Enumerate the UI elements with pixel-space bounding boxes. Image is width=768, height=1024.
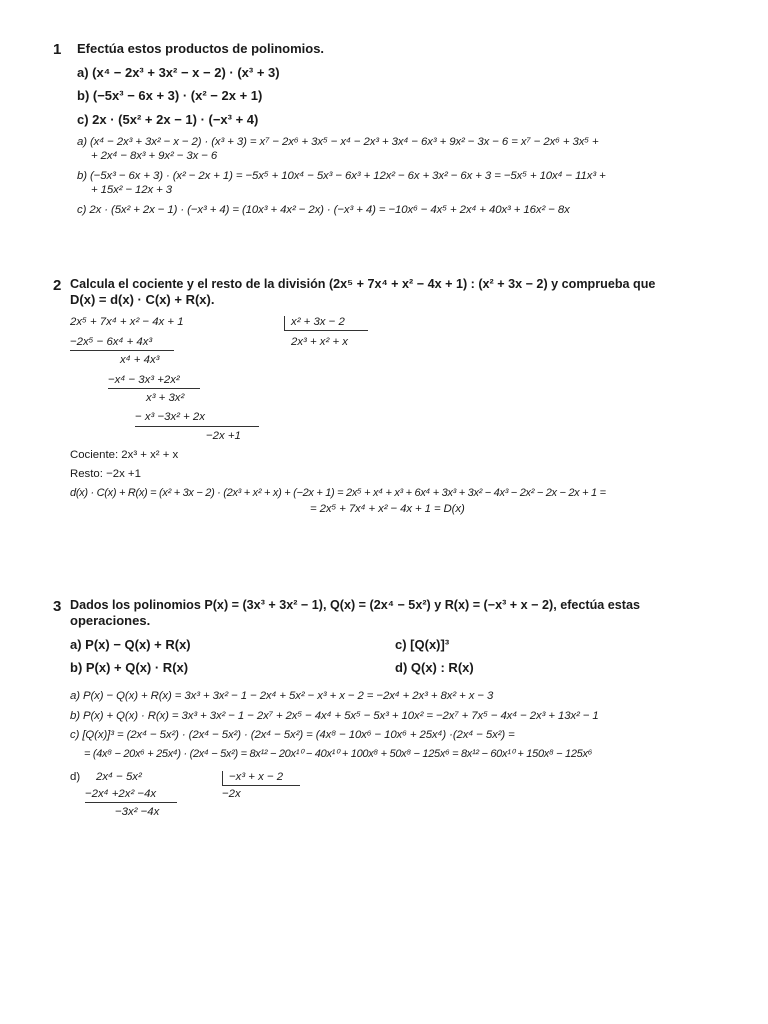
division-step: x⁴ + 4x³ xyxy=(120,354,160,366)
answer-a: a) P(x) − Q(x) + R(x) = 3x³ + 3x² − 1 − 2x⁴ + 5x² − x³ + x − 2 = −2x⁴ + 2x³ + 8x² + x − 3 xyxy=(70,690,494,702)
dividend: 2x⁵ + 7x⁴ + x² − 4x + 1 xyxy=(70,316,184,328)
division-bracket-underline xyxy=(284,330,368,331)
division-bracket xyxy=(284,316,285,330)
problem-statement: Efectúa estos productos de polinomios. xyxy=(77,41,325,56)
exercise-item-a: a) P(x) − Q(x) + R(x) xyxy=(70,637,191,652)
cociente-result: Cociente: 2x³ + x² + x xyxy=(70,449,179,461)
division-rule xyxy=(135,426,259,427)
problem-statement-line-1: Dados los polinomios P(x) = (3x³ + 3x² − 1), Q(x) = (2x⁴ − 5x²) y R(x) = (−x³ + x − 2), efectúa estas xyxy=(70,598,641,612)
answer-c: c) 2x · (5x² + 2x − 1) · (−x³ + 4) = (10x³ + 4x² − 2x) · (−x³ + 4) = −10x⁶ − 4x⁵ + 2x⁴ + 40x³ + 16x² − 8x xyxy=(77,204,570,216)
answer-b-line-1: b) (−5x³ − 6x + 3) · (x² − 2x + 1) = −5x⁵ + 10x⁴ − 5x³ − 6x³ + 12x² − 6x + 3x² − 6x + 3 = −5x⁵ + 10x⁴ − 11x³ + xyxy=(77,170,606,182)
division-bracket xyxy=(222,771,223,785)
answer-c-line-1: c) [Q(x)]³ = (2x⁴ − 5x²) · (2x⁴ − 5x²) · (2x⁴ − 5x²) = (4x⁸ − 10x⁶ − 10x⁶ + 25x⁴) ·(2x⁴ − 5x²) = xyxy=(70,729,515,741)
division-bracket-underline xyxy=(222,785,300,786)
division-step: −2x⁴ +2x² −4x xyxy=(85,788,157,800)
check-line-1: d(x) · C(x) + R(x) = (x² + 3x − 2) · (2x³ + x² + x) + (−2x + 1) = 2x⁵ + x⁴ + x³ + 6x⁴ + 3x³ + 3x² − 4x³ − 2x² − 2x − 2x + 1 = xyxy=(70,487,606,499)
answer-b-line-2: + 15x² − 12x + 3 xyxy=(91,184,173,196)
division-step: −x⁴ − 3x³ +2x² xyxy=(108,374,180,386)
problem-number: 2 xyxy=(53,277,62,294)
quotient: −2x xyxy=(222,788,241,800)
division-rule xyxy=(85,802,177,803)
division-remainder: −3x² −4x xyxy=(115,806,160,818)
dividend: 2x⁴ − 5x² xyxy=(96,771,142,783)
division-rule xyxy=(108,388,200,389)
division-rule xyxy=(70,350,174,351)
division-remainder: −2x +1 xyxy=(206,430,241,442)
division-step: − x³ −3x² + 2x xyxy=(135,411,205,423)
problem-statement-line-2: D(x) = d(x) · C(x) + R(x). xyxy=(70,292,215,307)
divisor: x² + 3x − 2 xyxy=(291,316,345,328)
problem-statement-line-2: operaciones. xyxy=(70,613,151,628)
quotient: 2x³ + x² + x xyxy=(291,336,348,348)
exercise-item-a: a) (x⁴ − 2x³ + 3x² − x − 2) · (x³ + 3) xyxy=(77,65,280,80)
problem-number: 1 xyxy=(53,41,62,58)
exercise-item-b: b) (−5x³ − 6x + 3) · (x² − 2x + 1) xyxy=(77,88,263,103)
resto-result: Resto: −2x +1 xyxy=(70,468,141,480)
answer-a-line-1: a) (x⁴ − 2x³ + 3x² − x − 2) · (x³ + 3) = x⁷ − 2x⁶ + 3x⁵ − x⁴ − 2x³ + 3x⁴ − 6x³ + 9x² − 3x − 6 = x⁷ − 2x⁶ + 3x⁵ + xyxy=(77,136,599,148)
answer-c-line-2: = (4x⁸ − 20x⁶ + 25x⁴) · (2x⁴ − 5x²) = 8x¹² − 20x¹⁰ − 40x¹⁰ + 100x⁸ + 50x⁸ − 125x⁶ = 8x¹² − 60x¹⁰ + 150x⁸ − 125x⁶ xyxy=(84,748,592,760)
division-step: −2x⁵ − 6x⁴ + 4x³ xyxy=(70,336,153,348)
divisor: −x³ + x − 2 xyxy=(229,771,284,783)
division-step: x³ + 3x² xyxy=(146,392,185,404)
exercise-item-c: c) 2x · (5x² + 2x − 1) · (−x³ + 4) xyxy=(77,112,259,127)
problem-number: 3 xyxy=(53,598,62,615)
exercise-item-b: b) P(x) + Q(x) · R(x) xyxy=(70,660,189,675)
answer-d-label: d) xyxy=(70,771,81,783)
answer-b: b) P(x) + Q(x) · R(x) = 3x³ + 3x² − 1 − 2x⁷ + 2x⁵ − 4x⁴ + 5x⁵ − 5x³ + 10x² = −2x⁷ + 7x⁵ − 4x⁴ − 2x³ + 13x² − 1 xyxy=(70,710,599,722)
exercise-item-c: c) [Q(x)]³ xyxy=(395,637,450,652)
problem-statement-line-1: Calcula el cociente y el resto de la división (2x⁵ + 7x⁴ + x² − 4x + 1) : (x² + 3x − 2) y comprueba que xyxy=(70,277,656,291)
answer-a-line-2: + 2x⁴ − 8x³ + 9x² − 3x − 6 xyxy=(91,150,218,162)
exercise-item-d: d) Q(x) : R(x) xyxy=(395,660,474,675)
check-line-2: = 2x⁵ + 7x⁴ + x² − 4x + 1 = D(x) xyxy=(310,503,465,515)
